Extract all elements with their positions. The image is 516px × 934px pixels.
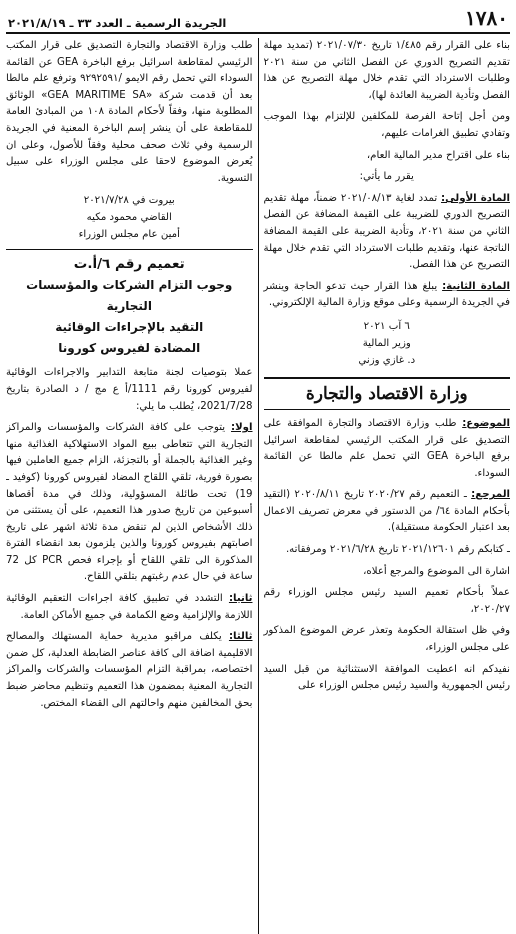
subject-text: طلب وزارة الاقتصاد والتجارة الموافقة على التصديق على قرار المكتب الرئيسي لمقاطعة اسرائيل برفع الباخرة GEA التي تحمل علم مالطا عن القائمة السوداء. xyxy=(263,417,510,479)
finance-minister-signature xyxy=(264,318,511,369)
ministry-heading: وزارة الاقتصاد والتجارة xyxy=(264,377,511,410)
circular-intro: عملا بتوصيات لجنة متابعة التدابير والاجراءات الوقائية لفيروس كورونا رقم 1111/أ ع مج / د الصادرة بتاريخ 2021/7/28، يُطلب ما يلي: xyxy=(6,367,253,412)
clause-second-label: ثانيا: xyxy=(228,593,253,605)
body-paragraph: وفي ظل استقالة الحكومة وتعذر عرض الموضوع المذكور على مجلس الوزراء، xyxy=(263,625,510,654)
article-one-text: تمدد لغاية ٢٠٢١/٠٨/١٣ ضمناً، مهلة تقديم التصريح الدوري للضريبة على القيمة المضافة عن الفصل الثاني من سنة ٢٠٢١، وتأدية الضريبة على القيمة المضافة الناتجة عنها، وتقديم طلبات الاسترداد التي تقدم خلال مهلة التصريح عن هذا الفصل. xyxy=(263,192,510,271)
signature-title: وزير المالية xyxy=(362,337,411,349)
columns xyxy=(6,38,510,934)
article-two-label: المادة الثانية: xyxy=(442,280,510,292)
reference-paragraph xyxy=(264,487,511,537)
clause-second xyxy=(6,591,253,624)
preamble-paragraph: بناء على القرار رقم ١/٤٨٥ تاريخ ٢٠٢١/٠٧/٣٠ (تمديد مهلة تقديم التصريح الدوري عن الفصل الثاني من سنة ٢٠٢١ وطلبات الاسترداد التي تقدم خلال مهلة التصريح عن هذا الفصل وتأدية الضريبة العائدة لها)، xyxy=(263,40,510,101)
body-paragraph: نفيدكم انه اعطيت الموافقة الاستثنائية من قبل السيد رئيس الجمهورية والسيد رئيس مجلس الوزراء على xyxy=(263,663,510,692)
clause-first-label: اولا: xyxy=(231,422,253,434)
decides-line: يقرر ما يأتي: xyxy=(359,171,414,183)
section-divider xyxy=(6,249,253,250)
left-column xyxy=(6,38,258,934)
right-column xyxy=(258,38,511,934)
reference-paragraph-2: ـ كتابكم رقم ٢٠٢١/١٢٦٠١ تاريخ ٢٠٢١/٦/٢٨ ومرفقاته. xyxy=(285,544,510,556)
article-one-label: المادة الأولى: xyxy=(441,192,510,204)
clause-third xyxy=(6,629,253,712)
clause-first-text: يتوجب على كافة الشركات والمؤسسات والمراكز التجارية التي تتعاطى ببيع المواد الاستهلاكية الغذائية منها وغير الغذائية بالجملة أو بالتجزئة، الزام جميع العاملين فيها بصورة فورية، تلقي اللقاح المضاد لفيروس كورونا (كوفيد ـ 19) تحت طائلة المسؤولية، وذلك في مدة أقصاها أسبوعين من تاريخ صدور هذا التعميم، على أن يستثنى من ذلك الأشخاص الذين لم تنقض مدة ثلاثة اشهر على تاريخ اصابتهم بفيروس كورونا والذين يلزمون بعد انقضاء الفترة المذكورة الى تلقي اللقاح أو بإجراء فحص PCR كل 72 ساعة في حال عدم رغبتهم بتلقي اللقاح. xyxy=(6,422,253,583)
clause-second-text: التشدد في تطبيق كافة اجراءات التعقيم الوقائية اللازمة والإلزامية وضع الكمامة في جميع الأماكن العامة. xyxy=(6,593,253,621)
gazette-issue-label: الجريدة الرسمية ـ العدد ٣٣ ـ ٢٠٢١/٨/١٩ xyxy=(8,16,227,30)
article-two-text: يبلغ هذا القرار حيث تدعو الحاجة وينشر في الجريدة الرسمية وعلى موقع وزارة المالية الإلكتروني. xyxy=(263,280,510,309)
preamble-paragraph: بناء على اقتراح مدير المالية العام، xyxy=(366,149,510,161)
article-one xyxy=(264,191,511,274)
secretary-general-signature xyxy=(6,192,253,243)
signature-title: أمين عام مجلس الوزراء xyxy=(78,229,180,241)
circular-heading xyxy=(6,254,253,359)
page-header xyxy=(6,4,510,34)
circular-title-line: التقيد بالإجراءات الوقائية xyxy=(55,320,204,335)
signature-name: د. غازي وزني xyxy=(358,354,416,366)
subject-paragraph xyxy=(264,416,511,482)
circular-title-line: المضادة لفيروس كورونا xyxy=(58,341,201,356)
preamble-paragraph: ومن أجل إتاحة الفرصة للمكلفين للإلتزام بهذا الموجب وتفادي تطبيق الغرامات عليهم، xyxy=(263,111,510,139)
subject-label: الموضوع: xyxy=(462,417,510,429)
clause-first xyxy=(6,420,253,586)
body-paragraph: عملاً بأحكام تعميم السيد رئيس مجلس الوزراء رقم ٢٠٢٠/٢٧، xyxy=(263,587,510,615)
continuation-paragraph: طلب وزارة الاقتصاد والتجارة التصديق على قرار المكتب الرئيسي لمقاطعة اسرائيل برفع الباخرة GEA عن القائمة السوداء التي تحمل رقم الايمو /٩٢٩٢٥٩١ وترفع علم مالطا بعد أن قدمت شركة «GEA MARITIME SA» الوثائق المطلوبة منها، وفقاً لأحكام المادة ١٠٨ من المبادئ العامة للمقاطعة على أن ينشر إسم الباخرة المعنية في الجريدة الرسمية وفي ثلاث صحف محلية وفقاً للأصول، وعلى ان يُعرض الموضوع لاحقا على مجلس الوزراء على سبيل التسوية. xyxy=(6,40,253,184)
clause-third-text: يكلف مراقبو مديرية حماية المستهلك والمصالح الاقليمية اضافة الى كافة عناصر الضابطة العدلية، كل ضمن اختصاصه، بمراقبة التزام المؤسسات والشركات والمراكز التجارية المعنية بمضمون هذا التعميم وتنظيم محاضر ضبط بحق المخالفين منهم واحالتهم الى القضاء المختص. xyxy=(6,631,253,709)
reference-text: ـ التعميم رقم ٢٠٢٠/٢٧ تاريخ ٢٠٢٠/٨/١١ (التقيد بأحكام المادة ٦٤/ من الدستور في معرض تصريف الاعمال بعد اعتبار الحكومة مستقيلة). xyxy=(263,489,510,534)
reference-label: المرجع: xyxy=(471,489,510,501)
circular-number: تعميم رقم ٦/أ.ت xyxy=(73,256,185,273)
circular-title-line: وجوب التزام الشركات والمؤسسات التجارية xyxy=(26,278,233,314)
page-number: ١٧٨٠ xyxy=(465,6,508,30)
signature-date: ٦ آب ٢٠٢١ xyxy=(363,320,410,332)
article-two xyxy=(264,279,511,312)
body-paragraph: اشارة الى الموضوع والمرجع أعلاه، xyxy=(363,565,510,577)
clause-third-label: ثالثا: xyxy=(228,631,253,643)
signature-place-date: بيروت في ٢٠٢١/٧/٢٨ xyxy=(83,195,175,207)
signature-name: القاضي محمود مكيه xyxy=(86,212,172,224)
